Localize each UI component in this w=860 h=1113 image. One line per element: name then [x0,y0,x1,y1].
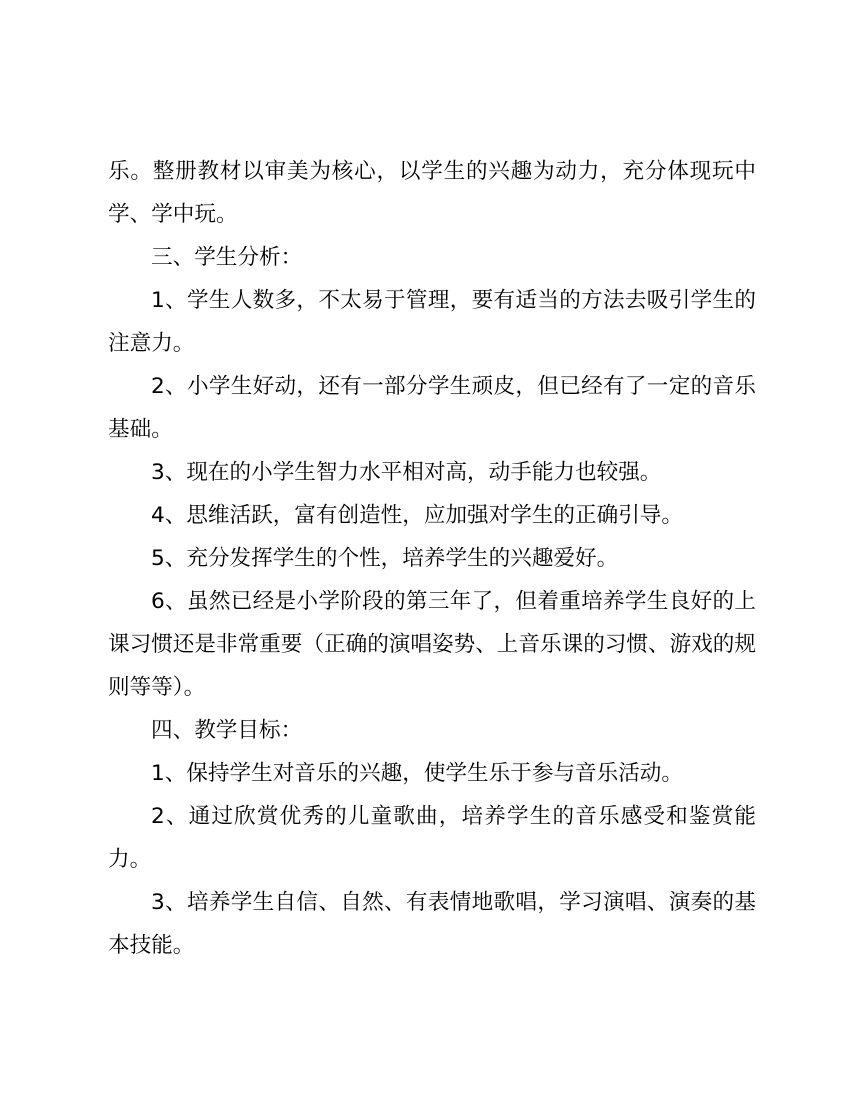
document-body [108,150,756,967]
analysis-item-4: 4、思维活跃，富有创造性，应加强对学生的正确引导。 [151,503,683,528]
goal-item-1: 1、保持学生对音乐的兴趣，使学生乐于参与音乐活动。 [151,761,683,786]
analysis-item-5: 5、充分发挥学生的个性，培养学生的兴趣爱好。 [151,546,619,571]
analysis-item-1: 1、学生人数多，不太易于管理，要有适当的方法去吸引学生的注意力。 [108,288,756,356]
heading-student-analysis: 三、学生分析： [151,245,303,270]
paragraph-continuation: 乐。整册教材以审美为核心，以学生的兴趣为动力，充分体现玩中学、学中玩。 [108,159,756,227]
analysis-item-3: 3、现在的小学生智力水平相对高，动手能力也较强。 [151,460,662,485]
analysis-item-2: 2、小学生好动，还有一部分学生顽皮，但已经有了一定的音乐基础。 [108,374,756,442]
goal-item-2: 2、通过欣赏优秀的儿童歌曲，培养学生的音乐感受和鉴赏能力。 [108,804,756,872]
analysis-item-6: 6、虽然已经是小学阶段的第三年了，但着重培养学生良好的上课习惯还是非常重要（正确的演唱姿势、上音乐课的习惯、游戏的规则等等）。 [108,589,756,700]
goal-item-3: 3、培养学生自信、自然、有表情地歌唱，学习演唱、演奏的基本技能。 [108,890,756,958]
heading-teaching-goals: 四、教学目标： [151,718,303,743]
